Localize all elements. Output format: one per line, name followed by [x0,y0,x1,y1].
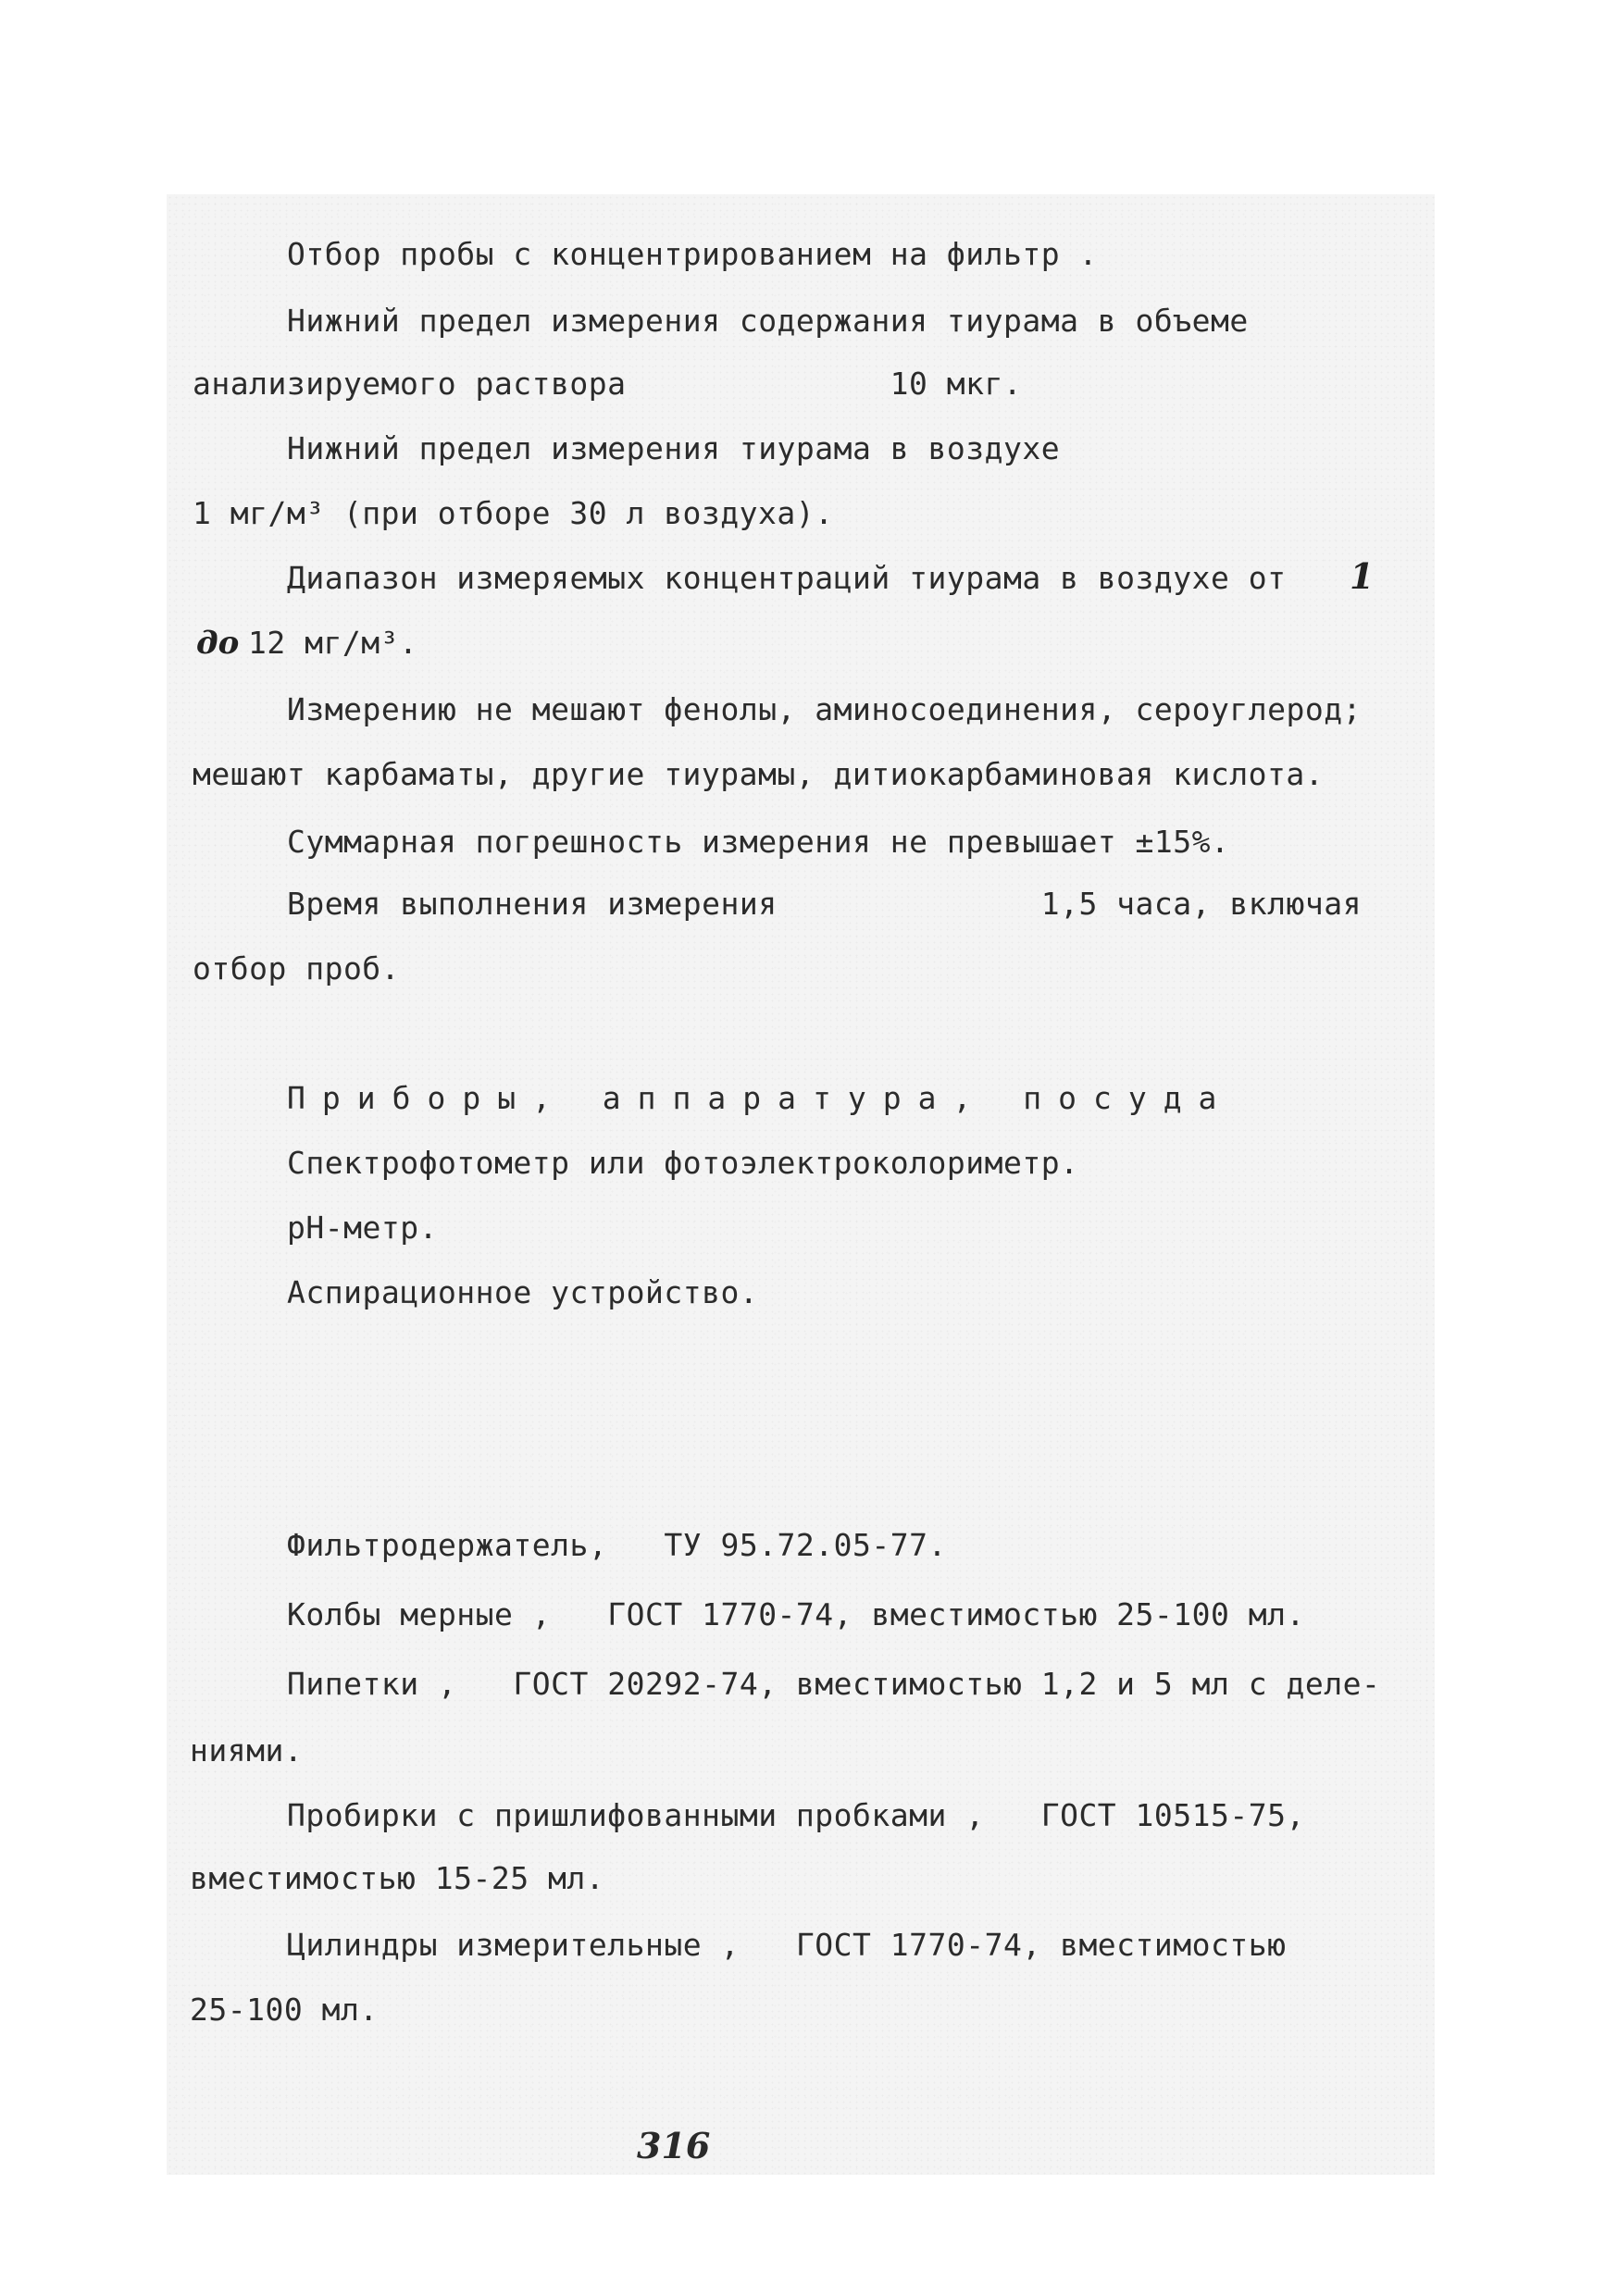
text-line-20: Пробирки с пришлифованными пробками , ГОСТ 10515-75, [287,1797,1305,1833]
text-line-19: ниями. [190,1732,304,1769]
text-line-5: 1 мг/м³ (при отборе 30 л воздуха). [193,495,834,531]
text-line-7: 12 мг/м³. [248,625,418,661]
text-line-13: Спектрофотометр или фотоэлектроколориметр. [287,1145,1079,1181]
text-line-17: Колбы мерные , ГОСТ 1770-74, вместимостью 25-100 мл. [287,1596,1305,1632]
handwritten-to-prefix: до [196,625,240,662]
text-line-23: 25-100 мл. [190,1992,379,2028]
text-line-14: pH-метр. [287,1210,438,1246]
text-line-15: Аспирационное устройство. [287,1274,759,1310]
text-line-3: анализируемого раствора 10 мкг. [193,366,1023,402]
text-line-18: Пипетки , ГОСТ 20292-74, вместимостью 1,2 и 5 мл с деле- [287,1666,1381,1702]
text-line-2: Нижний предел измерения содержания тиурама в объеме [287,303,1249,339]
section-heading: Приборы, аппаратура, посуда [287,1080,1234,1116]
text-line-10: Суммарная погрешность измерения не превышает ±15%. [287,824,1230,860]
text-line-22: Цилиндры измерительные , ГОСТ 1770-74, вместимостью [287,1927,1287,1963]
text-line-11: Время выполнения измерения 1,5 часа, включая [287,886,1362,922]
text-line-21: вместимостью 15-25 мл. [190,1860,605,1896]
handwritten-from-value: 1 [1350,555,1375,597]
text-line-1: Отбор пробы с концентрированием на фильтр . [287,236,1098,272]
text-line-8: Измерению не мешают фенолы, аминосоединения, сероуглерод; [287,691,1362,727]
text-line-4: Нижний предел измерения тиурама в воздухе [287,430,1061,466]
text-line-16: Фильтродержатель, ТУ 95.72.05-77. [287,1527,947,1563]
page-number: 316 [637,2125,711,2166]
text-line-6: Диапазон измеряемых концентраций тиурама в воздухе от [287,560,1287,596]
text-line-12: отбор проб. [193,950,401,987]
text-line-9: мешают карбаматы, другие тиурамы, дитиокарбаминовая кислота. [193,756,1325,792]
